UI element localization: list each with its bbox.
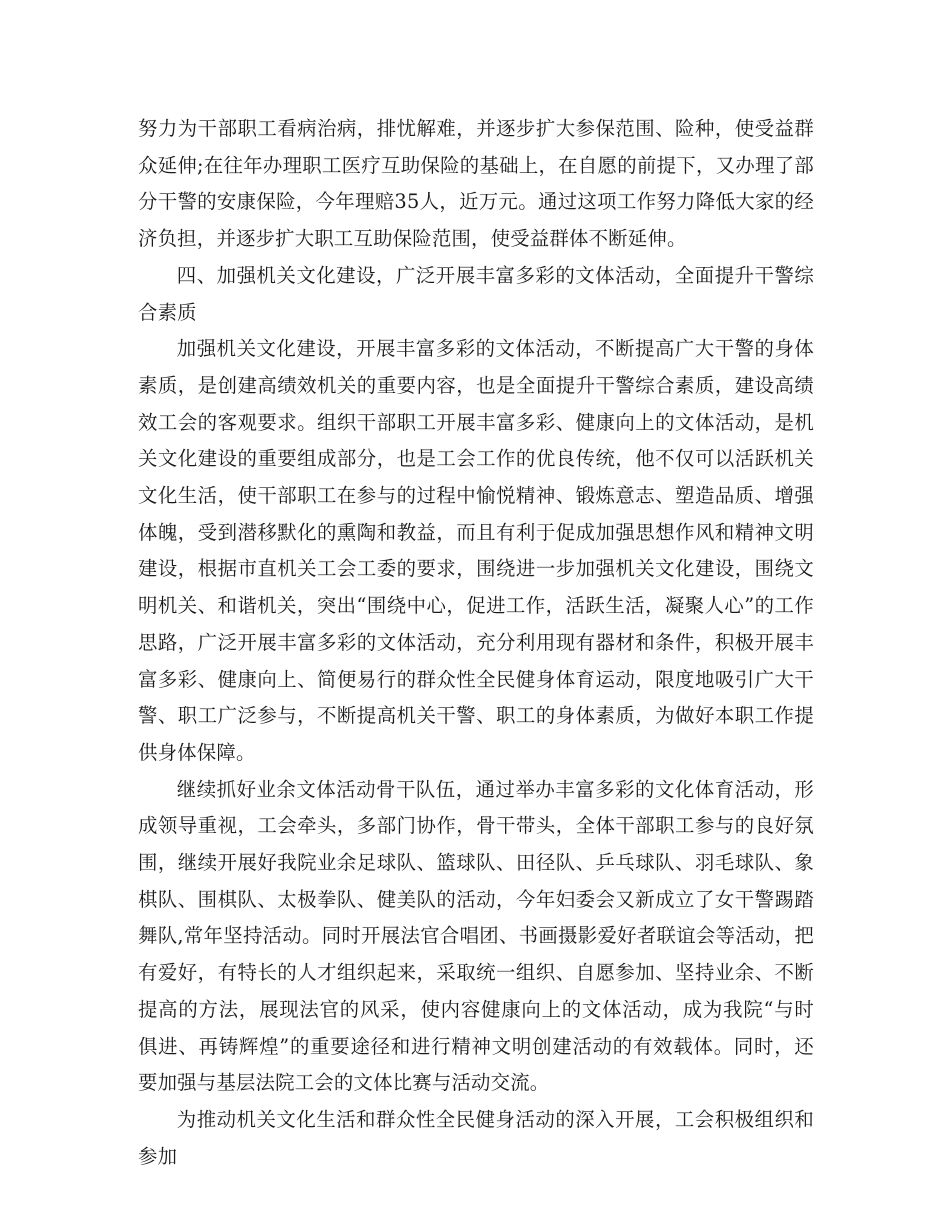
document-body <box>138 111 814 1175</box>
paragraph-insurance-continuation: 努力为干部职工看病治病，排忧解难，并逐步扩大参保范围、险种，使受益群众延伸;在往年办理职工医疗互助保险的基础上，在自愿的前提下，又办理了部分干警的安康保险，今年理赔35人，近万元。通过这项工作努力降低大家的经济负担，并逐步扩大职工互助保险范围，使受益群体不断延伸。 <box>138 117 814 251</box>
paragraph-culture-construction: 加强机关文化建设，开展丰富多彩的文体活动，不断提高广大干警的身体素质，是创建高绩效机关的重要内容，也是全面提升干警综合素质，建设高绩效工会的客观要求。组织干部职工开展丰富多彩、健康向上的文体活动，是机关文化建设的重要组成部分，也是工会工作的优良传统，他不仅可以活跃机关文化生活，使干部职工在参与的过程中愉悦精神、锻炼意志、塑造品质、增强体魄，受到潜移默化的熏陶和教益，而且有利于促成加强思想作风和精神文明建设，根据市直机关工会工委的要求，围绕进一步加强机关文化建设，围绕文明机关、和谐机关，突出“围绕中心，促进工作，活跃生活，凝聚人心”的工作思路，广泛开展丰富多彩的文体活动，充分利用现有器材和条件，积极开展丰富多彩、健康向上、简便易行的群众性全民健身体育运动，限度地吸引广大干警、职工广泛参与，不断提高机关干警、职工的身体素质，为做好本职工作提供身体保障。 <box>138 337 814 764</box>
paragraph-sports-teams: 继续抓好业余文体活动骨干队伍，通过举办丰富多彩的文化体育活动，形成领导重视，工会牵头，多部门协作，骨干带头，全体干部职工参与的良好氛围，继续开展好我院业余足球队、篮球队、田径队、乒乓球队、羽毛球队、象棋队、围棋队、太极拳队、健美队的活动，今年妇委会又新成立了女干警踢踏舞队,常年坚持活动。同时开展法官合唱团、书画摄影爱好者联谊会等活动，把有爱好，有特长的人才组织起来，采取统一组织、自愿参加、坚持业余、不断提高的方法，展现法官的风采，使内容健康向上的文体活动，成为我院“与时俱进、再铸辉煌”的重要途径和进行精神文明创建活动的有效载体。同时，还要加强与基层法院工会的文体比赛与活动交流。 <box>138 777 814 1095</box>
paragraph-fitness-activities: 为推动机关文化生活和群众性全民健身活动的深入开展，工会积极组织和参加 <box>138 1107 814 1168</box>
section-heading-culture: 四、加强机关文化建设，广泛开展丰富多彩的文体活动，全面提升干警综合素质 <box>138 263 814 324</box>
